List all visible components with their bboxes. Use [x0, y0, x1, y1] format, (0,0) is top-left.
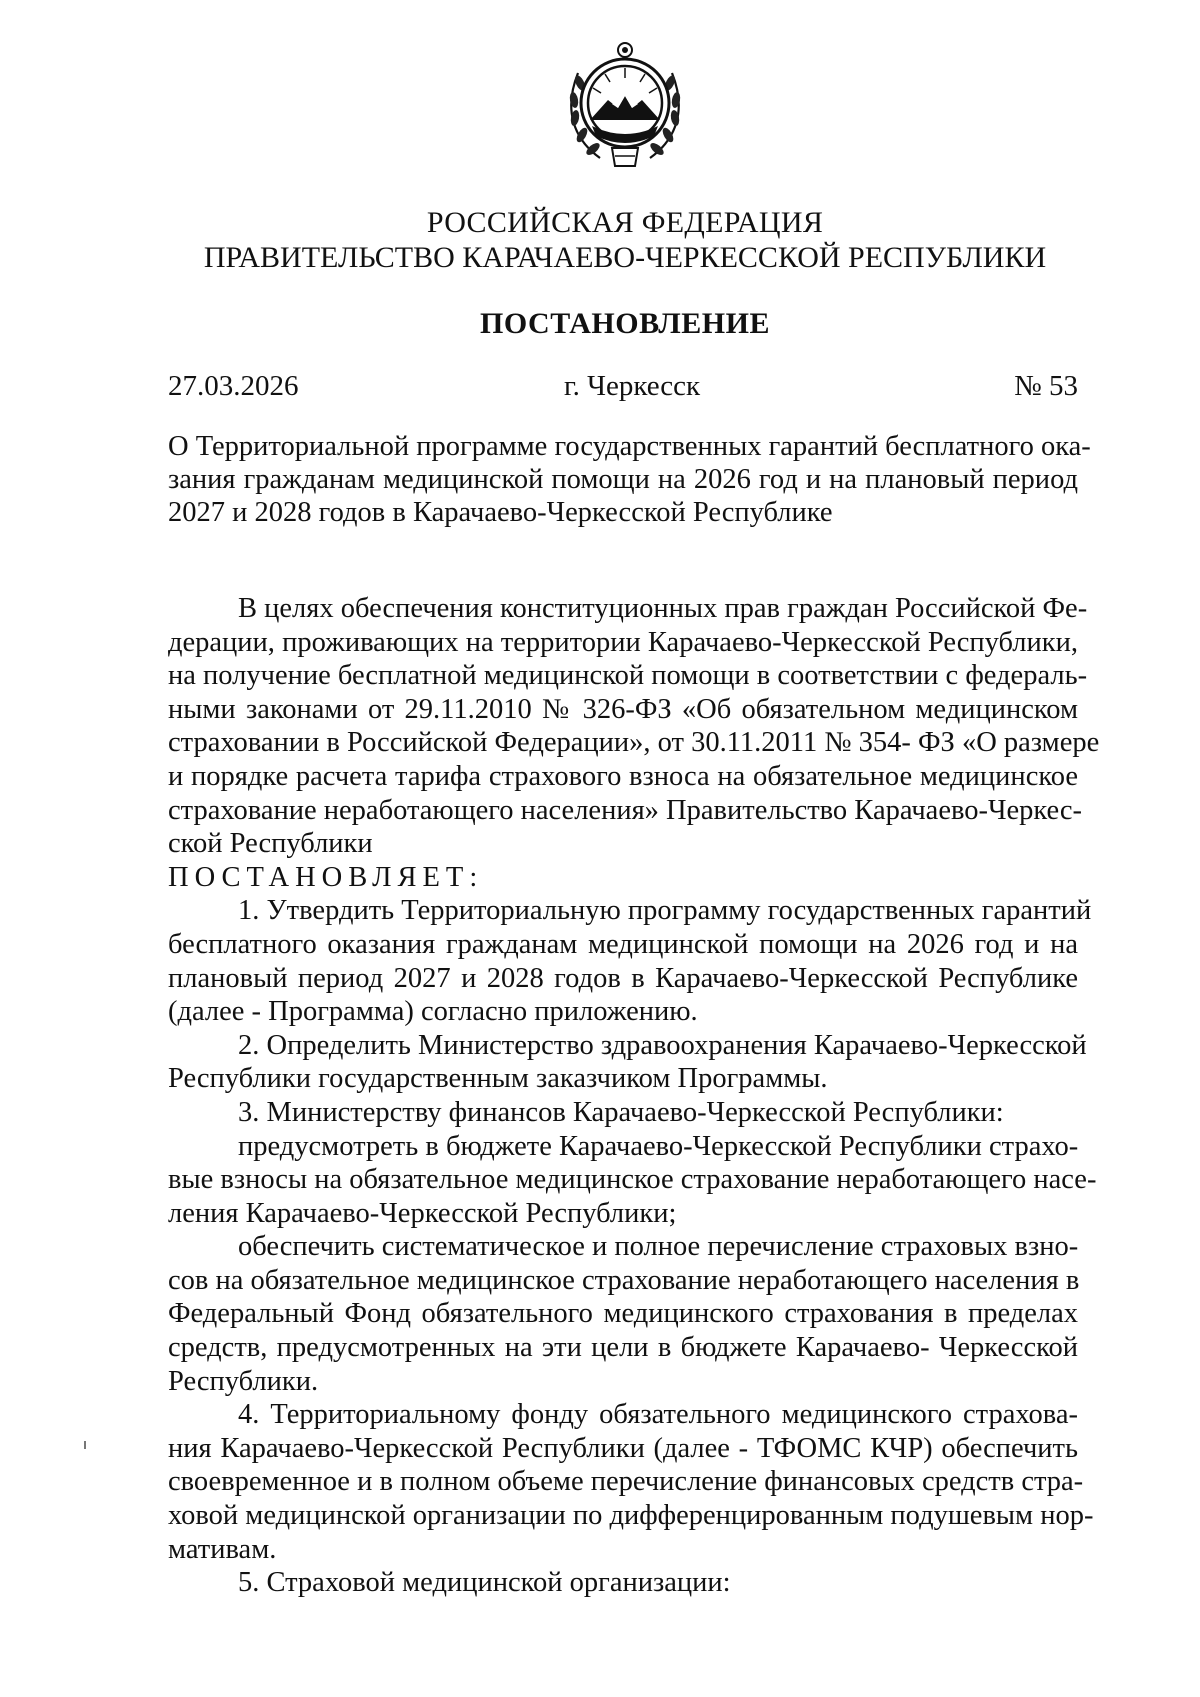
body-line: 4. Территориальному фонду обязательного медицинского страхова- [238, 1399, 1078, 1431]
document-type-title: ПОСТАНОВЛЕНИЕ [480, 307, 770, 340]
body-line: 5. Страховой медицинской организации: [238, 1567, 731, 1599]
body-line: 1. Утвердить Территориальную программу государственных гарантий [238, 895, 1092, 927]
body-line: Республики. [168, 1365, 319, 1397]
document-city: г. Черкесск [564, 370, 701, 402]
body-line: бесплатного оказания гражданам медицинской помощи на 2026 год и на [168, 928, 1078, 960]
item-5-paragraph [168, 1566, 1078, 1600]
body-line: Республики государственным заказчиком Программы. [168, 1063, 828, 1095]
body-line: на получение бесплатной медицинской помощи в соответствии с федераль- [168, 660, 1088, 692]
body-line: своевременное и в полном объеме перечисление финансовых средств стра- [168, 1466, 1084, 1498]
preamble-paragraph [168, 592, 1100, 861]
item-4-paragraph [168, 1398, 1094, 1566]
body-line: ления Карачаево-Черкесской Республики; [168, 1197, 677, 1229]
body-line: сов на обязательное медицинское страхование неработающего населения в [168, 1264, 1080, 1296]
country-heading: РОССИЙСКАЯ ФЕДЕРАЦИЯ [426, 206, 824, 239]
body-line: В целях обеспечения конституционных прав граждан Российской Фе- [238, 593, 1088, 624]
body-line: ховой медицинской организации по дифференцированным подушевым нор- [168, 1500, 1094, 1532]
body-line: 2. Определить Министерство здравоохранения Карачаево-Черкесской [238, 1029, 1087, 1061]
item-2-paragraph [168, 1029, 1087, 1096]
body-line: страхование неработающего населения» Правительство Карачаево-Черкес- [168, 794, 1083, 826]
body-line: вые взносы на обязательное медицинское страхование неработающего насе- [168, 1164, 1097, 1196]
document-subject [168, 430, 1091, 529]
item-3-paragraph [168, 1096, 1078, 1130]
subject-line: зания гражданам медицинской помощи на 2026 год и на плановый период [168, 464, 1078, 495]
document-date: 27.03.2026 [168, 370, 299, 402]
body-line: обеспечить систематическое и полное перечисление страховых взно- [238, 1231, 1079, 1263]
body-line: Федеральный Фонд обязательного медицинского страхования в пределах [168, 1298, 1078, 1330]
item-3a-paragraph [168, 1130, 1097, 1231]
coat-of-arms-emblem [560, 38, 690, 173]
body-line: ния Карачаево-Черкесской Республики (далее - ТФОМС КЧР) обеспечить [168, 1432, 1078, 1464]
body-line: (далее - Программа) согласно приложению. [168, 996, 698, 1028]
item-1-paragraph [168, 894, 1092, 1028]
body-line: дерации, проживающих на территории Карачаево-Черкесской Республики, [168, 626, 1078, 658]
body-line: и порядке расчета тарифа страхового взноса на обязательное медицинское [168, 760, 1078, 792]
scan-mark [84, 1441, 86, 1449]
subject-line: 2027 и 2028 годов в Карачаево-Черкесской Республике [168, 497, 833, 528]
body-line: мативам. [168, 1533, 277, 1565]
body-line: 3. Министерству финансов Карачаево-Черкесской Республики: [238, 1096, 1004, 1128]
item-3b-paragraph [168, 1230, 1078, 1398]
body-line: ской Республики [168, 828, 373, 860]
body-line: страховании в Российской Федерации», от 30.11.2011 № 354- ФЗ «О размере [168, 727, 1100, 759]
body-line: средств, предусмотренных на эти цели в бюджете Карачаево- Черкесской [168, 1332, 1078, 1364]
body-line: ными законами от 29.11.2010 № 326-ФЗ «Об обязательном медицинском [168, 693, 1078, 725]
government-heading: ПРАВИТЕЛЬСТВО КАРАЧАЕВО-ЧЕРКЕССКОЙ РЕСПУБЛИКИ [203, 241, 1047, 274]
document-body [168, 592, 1100, 1600]
document-number: № 53 [1014, 370, 1078, 402]
subject-line: О Территориальной программе государственных гарантий бесплатного ока- [168, 431, 1091, 462]
body-line: плановый период 2027 и 2028 годов в Карачаево-Черкесской Республике [168, 962, 1078, 994]
body-line: предусмотреть в бюджете Карачаево-Черкесской Республики страхо- [238, 1130, 1079, 1162]
resolves-word: ПОСТАНОВЛЯЕТ: [168, 861, 484, 893]
